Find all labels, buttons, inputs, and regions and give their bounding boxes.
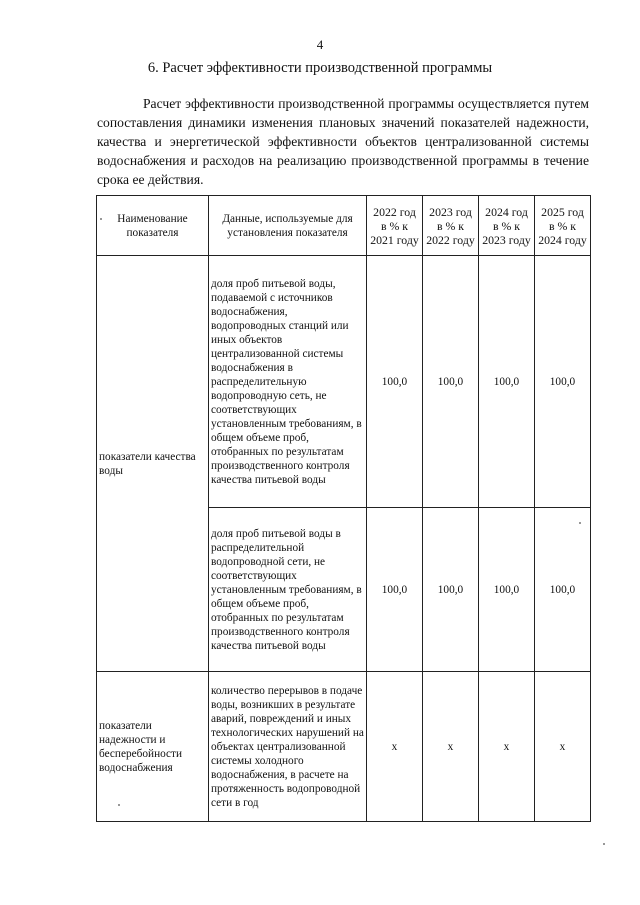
header-year-2023: 2023 год в % к 2022 году xyxy=(423,196,479,256)
value-cell: x xyxy=(367,672,423,822)
header-year-2025: 2025 год в % к 2024 году xyxy=(535,196,591,256)
value-cell: 100,0 xyxy=(535,256,591,508)
header-year-2022: 2022 год в % к 2021 году xyxy=(367,196,423,256)
value-cell: x xyxy=(423,672,479,822)
value-cell: 100,0 xyxy=(423,256,479,508)
value-cell: x xyxy=(535,672,591,822)
indicator-name: количество перерывов в подаче воды, возникших в результате аварий, повреждений и иных технологических нарушений на объектах централизованной системы холодного водоснабжения, в расчете на протяженность водопроводной сети в год xyxy=(209,672,367,822)
header-criterion: Наименование показателя xyxy=(97,196,209,256)
value-cell: 100,0 xyxy=(479,508,535,672)
indicator-name: доля проб питьевой воды, подаваемой с источников водоснабжения, водопроводных станций или иных объектов централизованной системы водоснабжения в распределительную водопроводную сеть, не соответствующих установленным требованиям, в общем объеме проб, отобранных по результатам производственного контроля качества питьевой воды xyxy=(209,256,367,508)
scan-speck xyxy=(100,218,102,220)
value-cell: 100,0 xyxy=(423,508,479,672)
scan-speck xyxy=(118,804,120,806)
intro-paragraph: Расчет эффективности производственной программы осуществляется путем сопоставления динамики изменения плановых значений показателей надежности, качества и энергетической эффективности объектов централизованной системы водоснабжения и расходов на реализацию производственной программы в течение срока ее действия. xyxy=(97,96,589,187)
criterion-reliability: показатели надежности и бесперебойности водоснабжения xyxy=(97,672,209,822)
section-title: 6. Расчет эффективности производственной программы xyxy=(147,60,493,76)
efficiency-table xyxy=(96,195,591,822)
table-header-row xyxy=(97,196,591,256)
scan-speck xyxy=(603,843,605,845)
value-cell: 100,0 xyxy=(367,256,423,508)
criterion-water-quality: показатели качества воды xyxy=(97,256,209,672)
indicator-name: доля проб питьевой воды в распределительной водопроводной сети, не соответствующих установленным требованиям, в общем объеме проб, отобранных по результатам производственного контроля качества питьевой воды xyxy=(209,508,367,672)
header-year-2024: 2024 год в % к 2023 году xyxy=(479,196,535,256)
table-row xyxy=(97,672,591,822)
value-cell: 100,0 xyxy=(367,508,423,672)
scan-speck xyxy=(579,522,581,524)
table-row xyxy=(97,256,591,508)
value-cell: x xyxy=(479,672,535,822)
page-number: 4 xyxy=(316,37,324,52)
header-data-used: Данные, используемые для установления показателя xyxy=(209,196,367,256)
value-cell: 100,0 xyxy=(479,256,535,508)
value-cell: 100,0 xyxy=(535,508,591,672)
